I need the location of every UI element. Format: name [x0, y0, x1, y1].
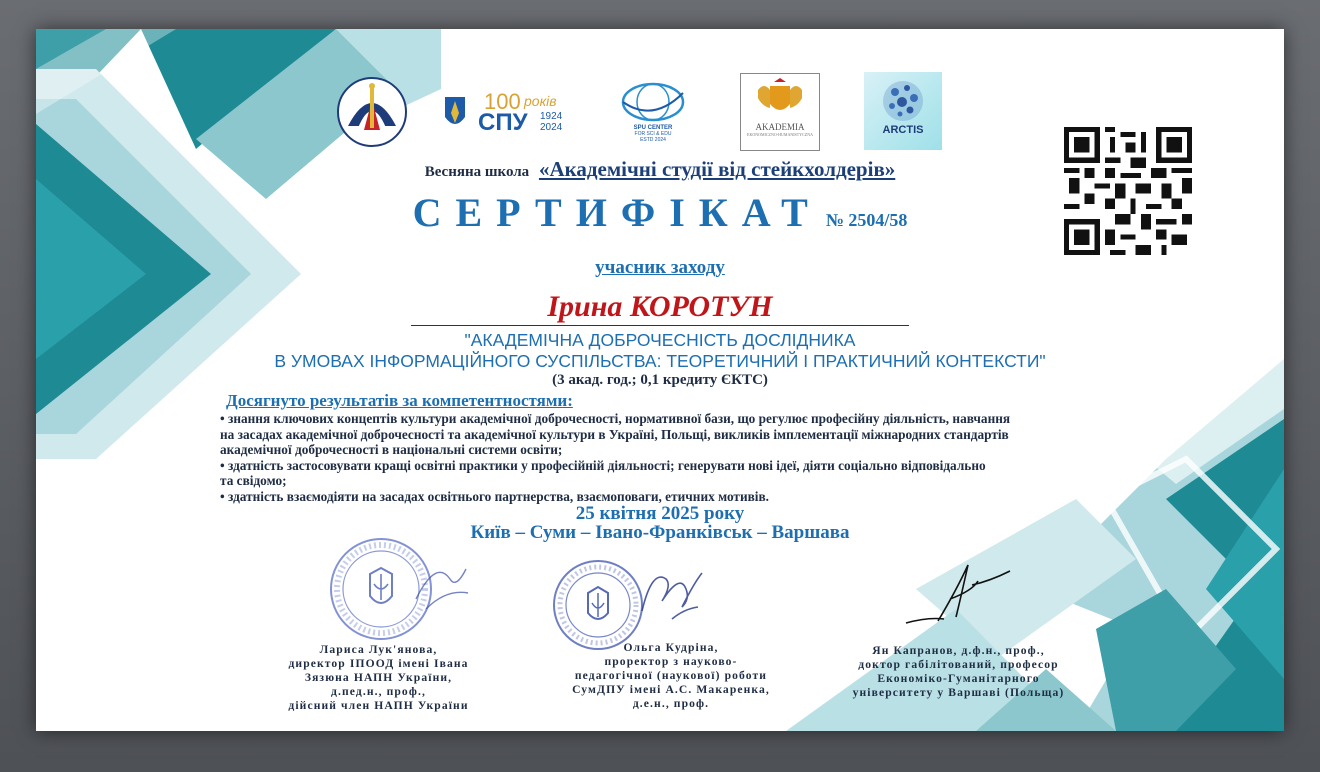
signatory-1 — [236, 643, 521, 713]
course-title — [36, 330, 1284, 372]
course-title-line-2: В УМОВАХ ІНФОРМАЦІЙНОГО СУСПІЛЬСТВА: ТЕОРЕТИЧНИЙ І ПРАКТИЧНИЙ КОНТЕКСТИ" — [274, 351, 1046, 371]
competency-line: та свідомо; — [220, 473, 287, 489]
signatory-line: проректор з науково- — [604, 655, 738, 669]
participant-label: учасник заходу — [595, 257, 725, 278]
spu-abbr: СПУ — [478, 109, 528, 136]
spu-shield-icon — [443, 95, 467, 131]
signatory-line: директор ІПООД імені Івана — [288, 657, 469, 671]
ipood-emblem-logo — [334, 74, 410, 150]
spu-year-2: 2024 — [540, 122, 563, 133]
school-name: «Академічні студії від стейкхолдерів» — [538, 157, 896, 181]
crest-icon — [752, 78, 808, 122]
event-date: 25 квітня 2025 року — [575, 503, 745, 524]
certificate-number: № 2504/58 — [825, 210, 908, 230]
competency-line: • знання ключових концептів культури академічної доброчесності, нормативної бази, що регулює професійну діяльність, навчання — [220, 411, 1011, 426]
signatory-line: університету у Варшаві (Польща) — [852, 686, 1065, 700]
competencies-list — [220, 411, 1110, 505]
competency-line: на засадах академічної доброчесності та академічної культури в Україні, Польщі, викликів імплементації міжнародних стандартів — [220, 426, 1009, 442]
signatory-2 — [531, 641, 811, 711]
competency-line: • здатність взаємодіяти на засадах освітнього партнерства, взаємоповаги, етичних мотивів. — [220, 488, 770, 504]
competency-line: • здатність застосовувати кращі освітні практики у професійній діяльності; генерувати нові ідеї, діяти соціально відповідально — [220, 457, 986, 473]
signature-3-icon — [898, 551, 1018, 631]
signatory-line: педагогічної (наукової) роботи — [574, 669, 768, 683]
course-title-line-1: "АКАДЕМІЧНА ДОБРОЧЕСНІСТЬ ДОСЛІДНИКА — [464, 330, 856, 350]
signatory-3 — [811, 644, 1106, 700]
competency-item — [220, 458, 1110, 489]
dot-sphere-icon — [880, 78, 926, 124]
recipient-name: Ірина КОРОТУН — [411, 289, 909, 326]
signatory-line: доктор габілітований, професор — [858, 658, 1059, 672]
signatory-line: Зязюна НАПН України, — [304, 671, 453, 685]
spu-center-sub: FOR SCI & EDU — [634, 131, 672, 137]
akademia-logo — [740, 73, 820, 151]
spu-center-logo — [616, 79, 690, 149]
competency-item — [220, 411, 1110, 458]
event-cities: Київ – Суми – Івано-Франківськ – Варшава — [470, 522, 850, 543]
signatory-line: д.пед.н., проф., — [331, 685, 426, 699]
globe-icon — [618, 79, 688, 125]
spu-center-text: SPU CENTER — [633, 125, 673, 131]
spu-years-number: 100 — [484, 89, 521, 114]
signatory-line: СумДПУ імені А.С. Макаренка, — [572, 683, 770, 697]
signature-1-icon — [406, 549, 476, 619]
signatory-line: д.е.н., проф. — [632, 697, 710, 711]
akademia-text: AKADEMIA — [755, 122, 805, 132]
arctis-logo — [864, 72, 942, 150]
spu-center-est: ESTD 2024 — [640, 137, 666, 143]
arctis-text: ARCTIS — [882, 124, 924, 136]
spu-year-1: 1924 — [540, 111, 563, 122]
signatory-line: дійсний член НАПН України — [288, 699, 469, 713]
signatory-line: Економіко-Гуманітарного — [877, 672, 1040, 686]
certificate-title-row — [36, 189, 1284, 236]
spu-years-word: років — [524, 93, 557, 109]
akademia-sub: EKONOMICZNO-HUMANISTYCZNA — [747, 132, 813, 137]
signature-2-icon — [632, 549, 712, 629]
course-hours: (3 акад. год.; 0,1 кредиту ЄКТС) — [552, 372, 768, 388]
certificate-title: СЕРТИФІКАТ — [412, 190, 822, 235]
signatory-line: Ян Капранов, д.ф.н., проф., — [872, 644, 1045, 657]
signatory-line: Ольга Кудріна, — [623, 641, 719, 654]
spu-100-years-logo — [476, 89, 576, 139]
school-line — [36, 157, 1284, 182]
competencies-heading: Досягнуто результатів за компетентностями: — [226, 391, 573, 410]
certificate-page — [36, 29, 1284, 731]
school-prefix: Весняна школа — [424, 164, 530, 180]
signatory-line: Лариса Лук'янова, — [319, 643, 438, 656]
competency-line: академічної доброчесності в національні системи освіти; — [220, 442, 563, 458]
